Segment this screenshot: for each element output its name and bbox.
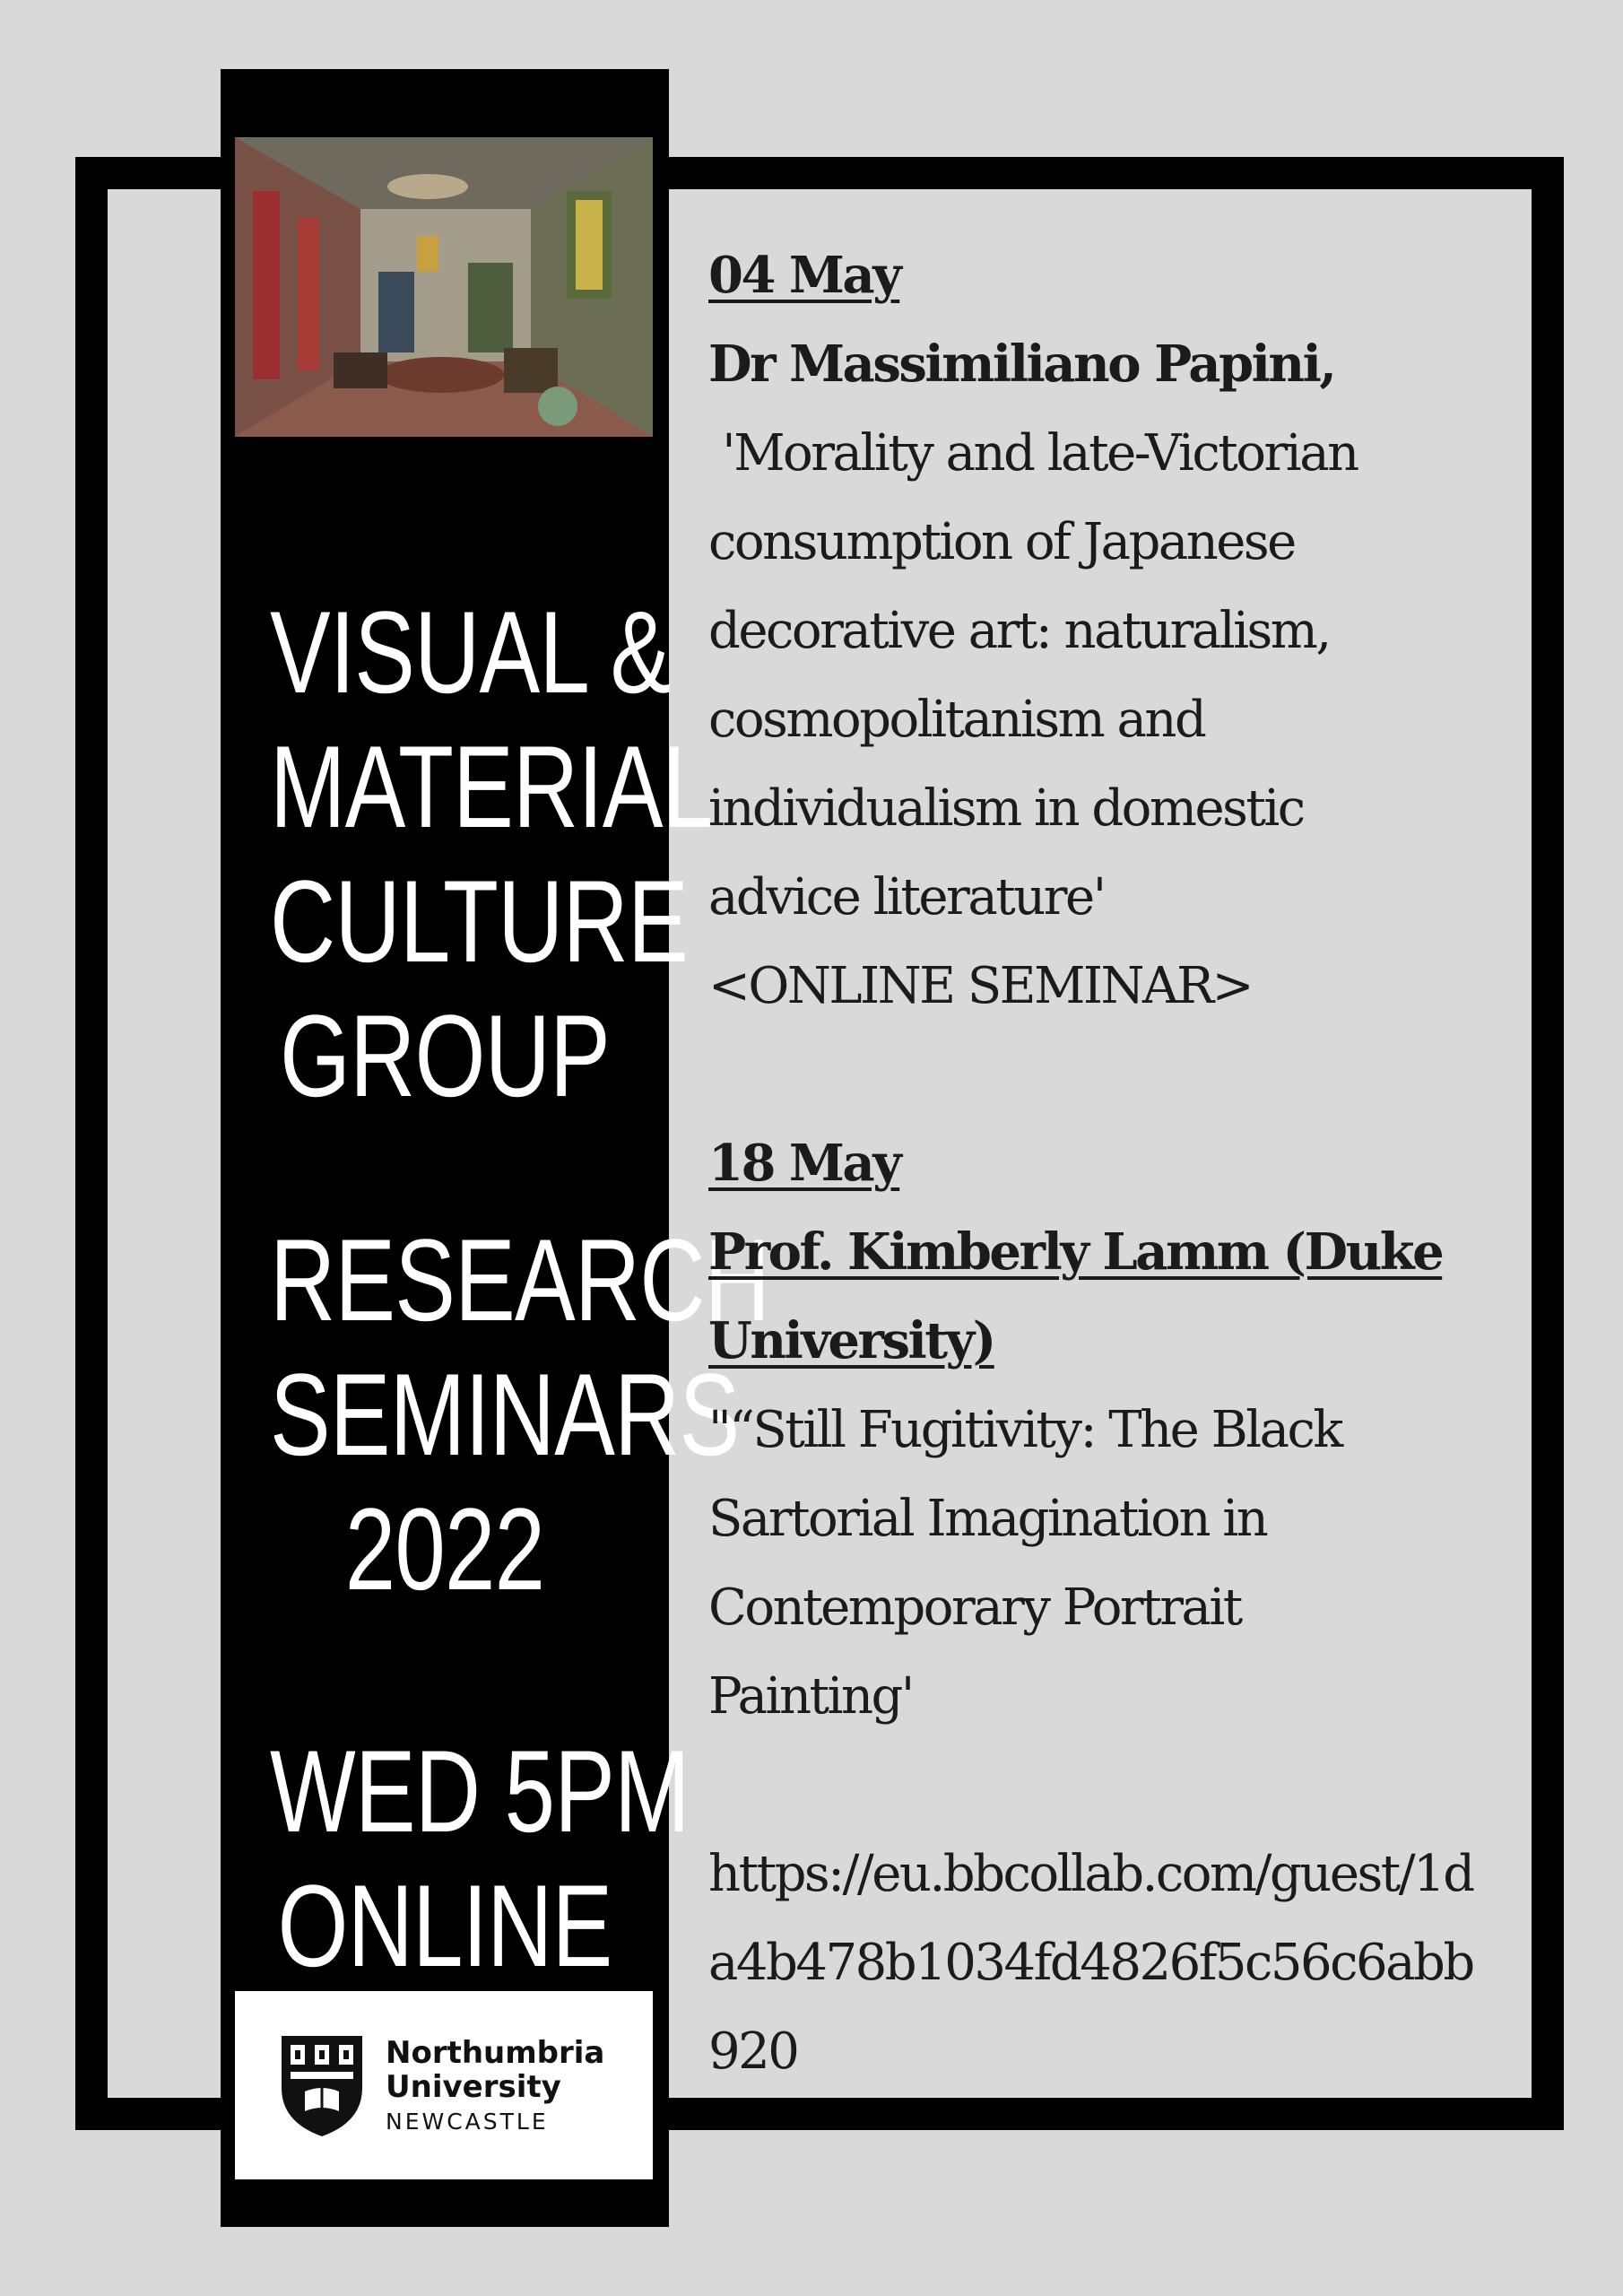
seminar-2-title-line: Sartorial Imagination in: [708, 1490, 1267, 1548]
seminar-2-date: 18 May: [708, 1134, 900, 1193]
meeting-link-line[interactable]: https://eu.bbcollab.com/guest/1d: [708, 1845, 1473, 1903]
group-title-line: CULTURE: [270, 856, 688, 987]
spacer: [708, 1741, 1524, 1830]
seminar-1-title-line: advice literature': [708, 868, 1105, 926]
seminar-1-speaker: Dr Massimiliano Papini,: [708, 335, 1335, 394]
seminar-listing: [708, 231, 1524, 2096]
logo-line-1: Northumbria: [386, 2035, 605, 2071]
seminar-1-title-line: 'Morality and late-Victorian: [708, 424, 1358, 483]
seminar-1-date: 04 May: [708, 246, 900, 305]
seminar-1-title-line: decorative art: naturalism,: [708, 602, 1330, 660]
schedule-line: WED 5PM: [270, 1726, 690, 1857]
seminar-title-line: SEMINARS: [270, 1349, 740, 1480]
seminar-1-format-note: <ONLINE SEMINAR>: [708, 957, 1253, 1015]
logo-line-2: University: [386, 2069, 561, 2105]
castle-crest-icon: [278, 2032, 366, 2138]
seminar-series-title: [270, 1213, 770, 1616]
seminar-1-title-line: individualism in domestic: [708, 779, 1304, 838]
seminar-1-title-line: consumption of Japanese: [708, 513, 1295, 571]
seminar-2-speaker-line: Prof. Kimberly Lamm (Duke: [708, 1222, 1443, 1282]
seminar-2-speaker-line: University): [708, 1311, 994, 1370]
meeting-link-line[interactable]: 920: [708, 2022, 798, 2081]
group-title-line: MATERIAL: [270, 721, 713, 852]
seminar-title-line: 2022: [344, 1483, 545, 1614]
group-title-line: VISUAL &: [270, 587, 671, 718]
seminar-2-title-line: "“Still Fugitivity: The Black: [708, 1401, 1341, 1459]
meeting-link-line[interactable]: a4b478b1034fd4826f5c56c6abb: [708, 1934, 1473, 1992]
schedule-line: ONLINE: [277, 1860, 612, 1991]
group-title-line: GROUP: [280, 990, 610, 1121]
logo-line-3: NEWCASTLE: [386, 2109, 549, 2135]
seminar-title-line: RESEARCH: [270, 1214, 770, 1345]
schedule-info: [270, 1724, 690, 1993]
group-title: [270, 585, 713, 1123]
seminar-1-title-line: cosmopolitanism and: [708, 691, 1205, 749]
victorian-interior-image: [235, 137, 653, 437]
university-logo: [235, 1991, 653, 2179]
university-name: [386, 2036, 604, 2140]
seminar-2-title-line: Contemporary Portrait: [708, 1578, 1241, 1637]
seminar-2-title-line: Painting': [708, 1667, 913, 1726]
spacer: [708, 1031, 1524, 1119]
